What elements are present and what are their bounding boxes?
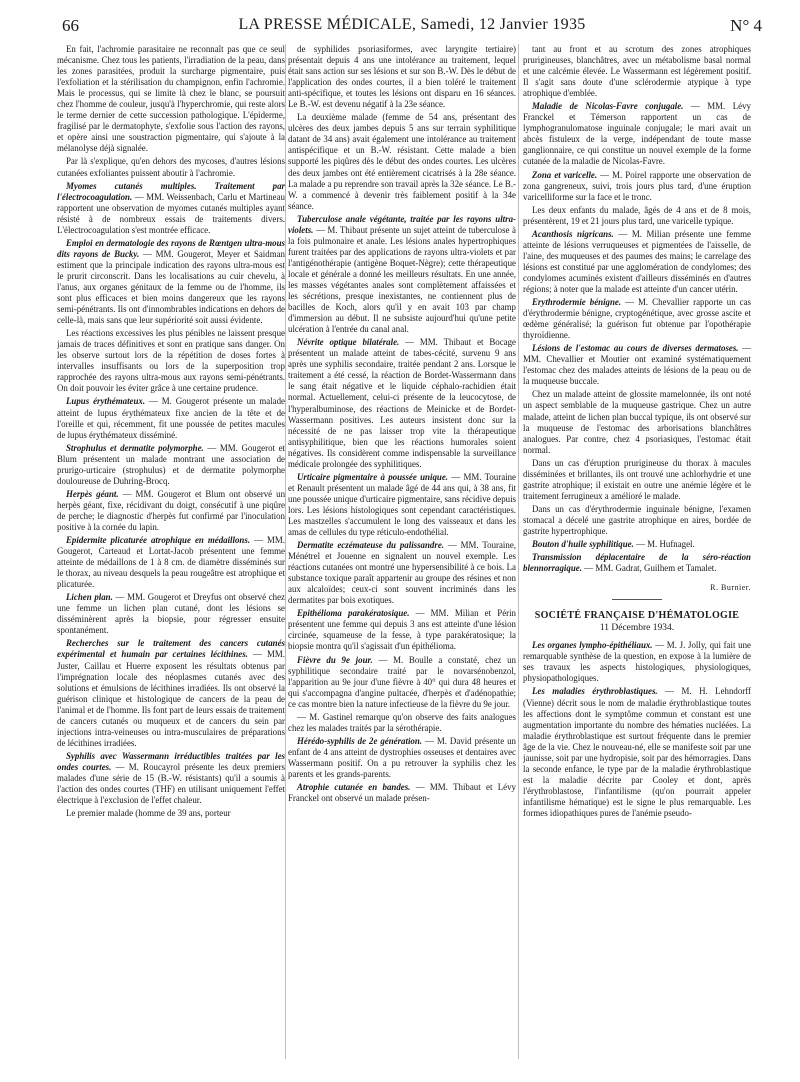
- section-date: 11 Décembre 1934.: [599, 623, 675, 634]
- column-divider: [285, 44, 286, 1059]
- article-paragraph: [288, 214, 516, 336]
- article-text: — MM. Gougerot et Blum ont observé un herpès géant, fixe, récidivant du doigt, consécutif à une piqûre de perche; le diagnostic d'herpès fut confirmé par l'inoculation positive à la cornée du lapin.: [57, 488, 285, 532]
- article-heading: Maladie de Nicolas-Favre conjugale.: [532, 101, 684, 112]
- article-text: — MM. Gougerot et Blum présentent un malade montrant une association de prurigo-urticaire (strophulus) et de dermatite polymorphe douloureuse de Duhring-Brocq.: [57, 442, 285, 486]
- article-paragraph: [57, 535, 285, 590]
- article-paragraph: [57, 443, 285, 487]
- article-heading: Les maladies érythroblastiques.: [532, 686, 658, 697]
- article-heading: Fièvre du 9e jour.: [297, 654, 373, 665]
- article-paragraph: [288, 472, 516, 538]
- article-text: Le premier malade (homme de 39 ans, porteur: [66, 808, 231, 819]
- article-paragraph: [523, 458, 751, 502]
- article-heading: Dermatite eczémateuse du palissandre.: [297, 540, 444, 551]
- article-heading: Lichen plan.: [66, 592, 113, 603]
- article-text: Dans un cas d'éruption prurigineuse du thorax à macules disséminées et brillantes, ils ont trouvé une achlorhydrie et une gastrite atrophique; il existait en outre une anémie légère et le traitement ferrugineux a amélioré le malade.: [523, 457, 751, 501]
- article-text: tant au front et au scrotum des zones atrophiques prurigineuses, blanchâtres, avec un métabolisme basal normal et une calcémie élevée. Le Wassermann est légèrement positif. Il s'agit sans doute d'une sclérodermie atypique à type atrophique d'emblée.: [523, 44, 751, 99]
- article-paragraph: [523, 205, 751, 227]
- article-paragraph: [288, 112, 516, 211]
- article-heading: Hérédo-syphilis de 2e génération.: [297, 735, 423, 746]
- page-number: 66: [62, 16, 79, 35]
- article-heading: Bouton d'huile syphilitique.: [532, 539, 634, 550]
- column-divider: [518, 44, 519, 1059]
- article-heading: Syphilis avec Wassermann irréductibles traitées par les ondes courtes.: [57, 750, 285, 772]
- section-heading: SOCIÉTÉ FRANÇAISE D'HÉMATOLOGIE: [534, 610, 740, 622]
- article-heading: Névrite optique bilatérale.: [297, 337, 400, 348]
- article-paragraph: [523, 229, 751, 295]
- article-text: — MM. Thibaut et Lévy Franckel ont observé un malade présen-: [288, 782, 516, 804]
- article-heading: Lupus érythémateux.: [66, 396, 146, 407]
- article-text: — MM. Gadrat, Guilhem et Tamalet.: [581, 563, 717, 574]
- text-column-3: [523, 44, 751, 1074]
- article-text: — M. Poirel rapporte une observation de zona gangreneux, suivi, trois jours plus tard, d'une éruption varicelliforme sur la face et le tronc.: [523, 169, 751, 202]
- article-text: — MM. Gougerot, Meyer et Saidman estiment que la principale indication des rayons ultra-mous est le prurit circonscrit. Dans les localisations au cuir chevelu, à l'anus, aux organes génitaux de la femme ou de l'homme, ils sont plus efficaces et bien moins dangereux que les rayons semi-pénétrants. Ils ont d'innombrables indications en dehors de celle-là, mais sans que leur supériorité soit aussi évidente.: [57, 248, 285, 326]
- article-text: — MM. Weissenbach, Carlu et Martineau rapportent une observation de myomes cutanés multiples ayant résisté à de nombreux essais de traitements divers. L'électrocoagulation s'est montrée efficace.: [57, 191, 285, 235]
- article-text: — M. David présente un enfant de 4 ans atteint de dystrophies osseuses et dentaires avec Wassermann positif. On a pu retrouver la syphilis chez les parents et les grands-parents.: [288, 735, 516, 779]
- article-paragraph: [523, 343, 751, 387]
- article-paragraph: [288, 608, 516, 652]
- text-column-1: [57, 44, 285, 1074]
- article-paragraph: [523, 686, 751, 819]
- article-text: — M. Gougerot présente un malade atteint de lupus érythémateux fixe ancien de la tête et de l'oreille et qui, récemment, fit une poussée de petites macules de lupus érythémateux disséminé.: [57, 396, 285, 440]
- article-paragraph: [57, 808, 285, 819]
- article-paragraph: [288, 782, 516, 804]
- article-paragraph: [523, 389, 751, 455]
- article-text: — MM. Juster, Caillau et Huerre exposent les résultats obtenus par l'imprégnation locale des néoplasmes cutanés avec des solutions et émulsions de lécithines irradiées. Ils ont observé la guérison clinique et histologique de cancers de la peau de l'animal et de l'homme. Ils font part de leurs essais de traitement de cancers cutanés ou muqueux et de cancers du sein par injections intra-veineuses ou intra-musculaires de préparations de lécithines irradiées.: [57, 649, 285, 748]
- article-text: — MM. Touraine, Ménétrel et Jouenne en signalent un nouvel exemple. Les réactions cutanées ont montré une hypersensibilité à ce bois. La substance toxique paraît appartenir au groupe des résines et non aux alcaloïdes; ceux-ci sont souvent incriminés dans les dermatites par bois exotiques.: [288, 540, 516, 606]
- article-heading: Zona et varicelle.: [532, 169, 598, 180]
- article-heading: Acanthosis nigricans.: [532, 228, 614, 239]
- article-text: — M. J. Jolly, qui fait une remarquable synthèse de la question, en expose à la lumière de ses travaux les aspects histologiques, physiologiques, physiopathologiques.: [523, 640, 751, 684]
- issue-number: N° 4: [730, 16, 762, 35]
- article-paragraph: [57, 328, 285, 394]
- article-paragraph: [523, 44, 751, 99]
- page-header: [62, 12, 762, 38]
- article-text: Les deux enfants du malade, âgés de 4 ans et de 8 mois, présentèrent, 19 et 21 jours plus tard, une varicelle typique.: [523, 204, 751, 226]
- article-text: — M. Boulle a constaté, chez un syphilitique secondaire traité par le novarsénobenzol, l'apparition au 9e jour d'une fièvre à 40° qui dura 48 heures et qui s'accompagna d'angine pultacée, d'herpès et d'adénopathie; ce cas montre bien la nature infectieuse de la fièvre du 9e jour.: [288, 654, 516, 709]
- article-heading: Myomes cutanés multiples. Traitement par l'électrocoagulation.: [57, 180, 285, 202]
- article-text: En fait, l'achromie parasitaire ne reconnaît pas que ce seul mécanisme. Chez tous les patients, l'irradiation de la peau, dans les zones parasitées, produit la surcharge pigmentaire, puis l'exfoliation et la stérilisation du champignon, enfin l'achromie. Mais le processus, qui se limite là chez le blanc, se poursuit chez l'homme de couleur, jusqu'à l'hyperchromie, qui reste alors le terme dernier de cette succession pathologique. L'épiderme, fragilisé par le dermatophyte, s'exfolie sous l'action des rayons, et opère ainsi une soustraction pigmentaire, qui s'ajoute à la mélanolyse déjà signalée.: [57, 44, 285, 154]
- article-text: — MM. Touraine et Renault présentent un malade âgé de 44 ans qui, à 38 ans, fit une poussée unique d'urticaire pigmentaire, sans récidive depuis lors. Les lésions histologiques sont cependant caractéristiques. Les mastzelles s'accumulent le long des vaisseaux et dans les amas de cellules du type réticulo-endothélial.: [288, 471, 516, 538]
- article-text: Par là s'explique, qu'en dehors des mycoses, d'autres lésions cutanées exfoliantes puissent aboutir à l'achromie.: [57, 156, 285, 178]
- article-heading: Herpès géant.: [66, 488, 119, 499]
- article-paragraph: [288, 736, 516, 780]
- article-heading: Les organes lympho-épithéliaux.: [532, 640, 653, 651]
- section-separator: [612, 599, 662, 600]
- article-paragraph: [57, 156, 285, 178]
- article-heading: Tuberculose anale végétante, traitée par les rayons ultra-violets.: [288, 213, 516, 235]
- article-paragraph: [288, 337, 516, 470]
- article-text: — MM. Thibaut et Bocage présentent un malade atteint de tabes-cécité, survenu 9 ans après une syphilis secondaire, traitée pendant 2 ans. Lorsque le traitement a été cessé, la réaction de Bordet-Wassermann dans le sang était négative et le liquide céphalo-rachidien était normal. Actuellement, celui-ci présente de la leucocytose, de l'hyperalbuminose, des réactions de Meinicke et de Bordet-Wassermann positives. Les auteurs insistent donc sur la nécessité de ne pas laisser trop vite la thérapeutique antisyphilitique, bien que les réactions humorales soient négatives. Ils considèrent comme indispensable la surveillance médicale prolongée des syphilitiques.: [288, 337, 516, 469]
- article-paragraph: [523, 552, 751, 574]
- article-heading: Urticaire pigmentaire à poussée unique.: [297, 471, 448, 482]
- article-text: — M. Chevallier rapporte un cas d'érythrodermie bénigne, cryptogénétique, avec grosse ascite et œdème généralisé; la guérison fut obtenue par l'opothérapie thyroïdienne.: [523, 297, 751, 341]
- article-text: — MM. Lévy Franckel et Témerson rapportent un cas de lymphogranulomatose inguinale conjugale; le mari avait un abcès fistuleux de la verge, indépendant de toute masse ganglionnaire, ce qui constitue un nouvel exemple de la forme cutanée de la maladie de Nicolas-Favre.: [523, 101, 751, 167]
- article-paragraph: [523, 297, 751, 341]
- article-heading: Strophulus et dermatite polymorphe.: [66, 442, 204, 453]
- article-text: — MM. Gougerot, Carteaud et Lortat-Jacob présentent une femme atteinte de médaillons de 1 à 8 cm. de diamètre disséminés sur le thorax, au niveau desquels la peau rougeâtre est atrophique et plicaturée.: [57, 535, 285, 590]
- article-paragraph: [57, 181, 285, 236]
- article-text: — MM. Chevallier et Moutier ont examiné systématiquement l'estomac chez des malades atteints de lésions de la peau ou de la muqueuse buccale.: [523, 343, 751, 387]
- article-paragraph: [523, 539, 751, 550]
- article-heading: Atrophie cutanée en bandes.: [297, 782, 411, 793]
- article-paragraph: [57, 238, 285, 326]
- article-paragraph: [523, 640, 751, 684]
- article-heading: Lésions de l'estomac au cours de diverses dermatoses.: [532, 343, 739, 354]
- article-paragraph: [288, 655, 516, 710]
- article-text: Chez un malade atteint de glossite mamelonnée, ils ont noté un aspect semblable de la muqueuse gastrique. Chez un autre malade, atteint de lichen plan buccal typique, ils ont observé sur la muqueuse de l'estomac des arborisations blanchâtres analogues. Par contre, chez 4 psoriasiques, l'estomac était normal.: [523, 389, 751, 455]
- article-text: — M. Gastinel remarque qu'on observe des faits analogues chez les malades traités par la sérothérapie.: [288, 711, 516, 733]
- article-text: Dans un cas d'érythrodermie inguinale bénigne, l'examen stomacal a décelé une gastrite atrophique en aires, bordée de gastrite hypertrophique.: [523, 503, 751, 536]
- article-paragraph: [57, 489, 285, 533]
- article-text: — M. H. Lehndorff (Vienne) décrit sous le nom de maladie érythroblastique toutes les affections dont le symptôme commun et constant est une augmentation importante du nombre des hématies nucléées. La maladie érythroblastique est surtout fréquente dans le premier âge de la vie. Chez le nouveau-né, elle se manifeste soit par une jaunisse, soit par une hydropisie, soit par des hémorragies. Dans la seconde enfance, le type par de la maladie érythroblastique est la maladie décrite par Cooley et dont, après l'érythroblastose, l'infantilisme (qu'on pourrait appeler infantilisme hématique) est le signe le plus remarquable. Les formes idiopathiques pures de l'anémie pseudo-: [523, 686, 751, 818]
- article-text: — MM. Gougerot et Dreyfus ont observé chez une femme un lichen plan cutané, dont les lésions se disséminèrent après la biopsie, pour régresser ensuite spontanément.: [57, 592, 285, 636]
- article-heading: Epidermite plicaturée atrophique en médaillons.: [66, 535, 251, 546]
- article-paragraph: [57, 751, 285, 806]
- article-paragraph: [523, 504, 751, 537]
- article-heading: Recherches sur le traitement des cancers cutanés expérimental et humain par certaines lécithines.: [57, 638, 285, 660]
- author-signature: R. Burnier.: [710, 583, 751, 593]
- article-paragraph: [57, 592, 285, 636]
- article-text: — M. Milian présente une femme atteinte de lésions verruqueuses et pigmentées de l'aisselle, de l'aine, des muqueuses et des paumes des mains; le carrelage des lésions est constitué par une agglomération de condylomes; des condylomes acuminés existent d'ailleurs disséminés en d'autres régions; à noter que la malade est atteinte d'un cancer utérin.: [523, 228, 751, 294]
- article-paragraph: [288, 712, 516, 734]
- article-paragraph: [57, 44, 285, 154]
- article-text: — M. Thibaut présente un sujet atteint de tuberculose à la fois pulmonaire et anale. Les lésions anales hypertrophiques furent traitées par des applications de rayons ultra-violets et par l'antigénothérapie (antigène Boquet-Nègre); cette thérapeutique locale et générale a donné les meilleurs résultats. En une année, les masses végétantes anales sont complètement affaissées et les sécrétions, presque inexistantes, ne contiennent plus de bacilles de Koch, alors qu'il y en avait 103 par champ d'immersion au début. Il ne subsiste aujourd'hui qu'une petite ulcération à l'entrée du canal anal.: [288, 224, 516, 335]
- article-paragraph: [523, 101, 751, 167]
- article-paragraph: [57, 638, 285, 748]
- article-heading: Transmission déplacentaire de la séro-réaction blennorragique.: [523, 552, 751, 574]
- article-heading: Emploi en dermatologie des rayons de Rœntgen ultra-mous dits rayons de Bucky.: [57, 237, 285, 259]
- article-text: — M. Roucayrol présente les deux premiers malades d'une série de 15 (B.-W. résistants) qu'il a soumis à l'action des ondes courtes (THF) en utilisant uniquement l'effet électrique à l'exclusion de l'effet chaleur.: [57, 761, 285, 806]
- article-text: de syphilides psoriasiformes, avec laryngite tertiaire) présentait depuis 4 ans une intolérance au traitement, lequel était sans action sur ses lésions et sur son B.-W. Dès le début de l'application des ondes courtes, il a bien toléré le traitement anti-spécifique, et toutes les lésions ont disparu en 16 séances. Le B.-W. est devenu négatif à la 23e séance.: [288, 44, 516, 110]
- article-text: Les réactions excessives les plus pénibles ne laissent presque jamais de traces définitives et sont en pratique sans danger. On les observe surtout lors de la répétition de doses fortes à intervalles insuffisants ou lors de la superposition trop rapprochée des rayons ultra-mous aux rayons semi-pénétrants. On doit pouvoir les éviter grâce à une certaine prudence.: [57, 328, 285, 394]
- article-paragraph: [288, 44, 516, 110]
- article-heading: Erythrodermie bénigne.: [532, 297, 622, 308]
- article-paragraph: [57, 396, 285, 440]
- text-column-2: [288, 44, 516, 1074]
- article-text: — M. Hufnagel.: [633, 539, 695, 550]
- journal-title: LA PRESSE MÉDICALE, Samedi, 12 Janvier 1935: [238, 16, 586, 33]
- article-text: La deuxième malade (femme de 54 ans, présentant des ulcères des deux jambes depuis 5 ans sur terrain syphilitique datant de 34 ans) avait également une intolérance au traitement antispécifique et un B.-W. résistant. Cette malade a bien supporté les piqûres dès le début des ondes courtes. Les ulcères des deux jambes ont été entièrement cicatrisés à la 28e séance. La malade a pu reprendre son travail après la 32e séance. Le B.-W. a commencé à devenir très faiblement positif à la 34e séance.: [288, 112, 516, 211]
- article-paragraph: [523, 170, 751, 203]
- article-heading: Epithélioma parakératosique.: [297, 608, 410, 619]
- article-text: — MM. Milian et Périn présentent une femme qui depuis 3 ans est atteinte d'une lésion circinée, squameuse de la fesse, à type parakératosique; la biopsie montra qu'il s'agissait d'un épithélioma.: [288, 608, 516, 652]
- article-paragraph: [288, 540, 516, 606]
